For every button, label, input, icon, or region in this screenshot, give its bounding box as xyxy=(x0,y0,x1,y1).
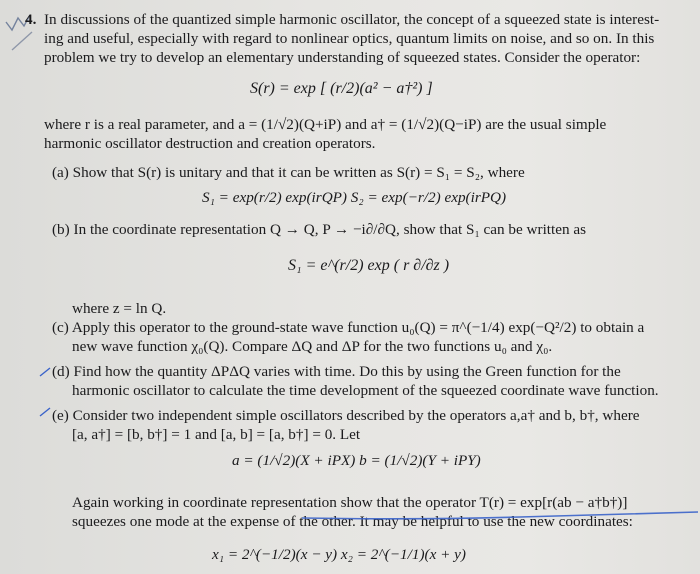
part-d-line-1: (d) Find how the quantity ΔPΔQ varies with time. Do this by using the Green function for the xyxy=(52,363,621,380)
part-c-line-2: new wave function χ₀(Q). Compare ΔQ and ΔP for the two functions u₀ and χ₀. xyxy=(72,338,553,355)
part-e-equation: a = (1/√2)(X + iPX) b = (1/√2)(Y + iPY) xyxy=(232,452,481,469)
operator-equation: S(r) = exp [ (r/2)(a² − a†²) ] xyxy=(250,80,433,97)
pen-slash-icon xyxy=(10,30,34,52)
intro-line-1: In discussions of the quantized simple harmonic oscillator, the concept of a squeezed state is interest- xyxy=(44,11,660,28)
part-e-line-1: (e) Consider two independent simple oscillators described by the operators a,a† and b, b†, where xyxy=(52,407,640,424)
intro-line-2: ing and useful, especially with regard to nonlinear optics, quantum limits on noise, and so on. In this xyxy=(44,30,655,47)
part-d-line-2: harmonic oscillator to calculate the time development of the squeezed coordinate wave function. xyxy=(72,382,659,399)
part-a-equation: S₁ = exp(r/2) exp(irQP) S₂ = exp(−r/2) exp(irPQ) xyxy=(202,189,507,206)
pencil-underline xyxy=(300,508,700,524)
part-b-where: where z = ln Q. xyxy=(72,300,167,317)
part-b-equation: S₁ = e^(r/2) exp ( r ∂/∂z ) xyxy=(288,257,450,274)
part-a-text: (a) Show that S(r) is unitary and that it can be written as S(r) = S₁ = S₂, where xyxy=(52,164,525,181)
final-equation: x₁ = 2^(−1/2)(x − y) x₂ = 2^(−1/1)(x + y) xyxy=(212,546,466,563)
closing-line-2: squeezes one mode at the expense of the other. It may be helpful to use the new coordinates: xyxy=(72,513,633,530)
problem-number: 4. xyxy=(25,11,37,28)
params-line-2: harmonic oscillator destruction and creation operators. xyxy=(44,135,376,152)
part-c-line-1: (c) Apply this operator to the ground-state wave function u₀(Q) = π^(−1/4) exp(−Q²/2) to obtain a xyxy=(52,319,645,336)
closing-line-1: Again working in coordinate representation show that the operator T(r) = exp[r(ab − a†b†)] xyxy=(72,494,628,511)
part-b-text: (b) In the coordinate representation Q → Q, P → −i∂/∂Q, show that S₁ can be written as xyxy=(52,221,587,238)
intro-line-3: problem we try to develop an elementary understanding of squeezed states. Consider the operator: xyxy=(44,49,641,66)
params-line-1: where r is a real parameter, and a = (1/√2)(Q+iP) and a† = (1/√2)(Q−iP) are the usual simple xyxy=(44,116,607,133)
pencil-dash-icon xyxy=(38,366,54,378)
part-e-line-2: [a, a†] = [b, b†] = 1 and [a, b] = [a, b†] = 0. Let xyxy=(72,426,361,443)
